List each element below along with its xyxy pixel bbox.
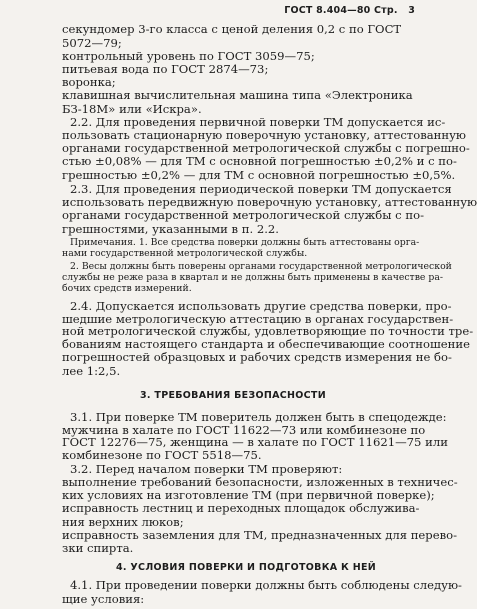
note-line: службы не реже раза в квартал и не должны быть применены в качестве ра- (62, 271, 444, 283)
text-line: выполнение требований безопасности, изложенных в техничес- (62, 475, 458, 490)
text-line: погрешностей образцовых и рабочих средств измерения не бо- (62, 350, 452, 365)
text-line: 2.4. Допускается использовать другие средства поверки, про- (70, 298, 452, 313)
page-number: 3 (408, 5, 415, 16)
text-line: органами государственной метрологической службы с погрешно- (62, 141, 470, 156)
text-line: контрольный уровень по ГОСТ 3059—75; (62, 48, 315, 63)
text-line: ной метрологической службы, удовлетворяющие по точности тре- (62, 324, 474, 339)
text-line: грешностями, указанными в п. 2.2. (62, 221, 279, 236)
text-line: мужчина в халате по ГОСТ 11622—73 или комбинезоне по (62, 422, 426, 437)
text-line: 2.2. Для проведения первичной поверки ТМ допускается ис- (70, 114, 446, 129)
text-line: ГОСТ 12276—75, женщина — в халате по ГОСТ 11621—75 или (62, 435, 448, 450)
text-line: грешностью ±0,2% — для ТМ с основной погрешностью ±0,5%. (62, 168, 456, 183)
standard-number: ГОСТ 8.404—80 (284, 5, 371, 16)
text-line: 5072—79; (62, 35, 122, 50)
text-line: стью ±0,08% — для ТМ с основной погрешностью ±0,2% и с по- (62, 154, 457, 169)
text-line: шедшие метрологическую аттестацию в органах государствен- (62, 311, 454, 326)
text-line: зки спирта. (62, 540, 134, 555)
section-heading: 3. ТРЕБОВАНИЯ БЕЗОПАСНОСТИ (140, 390, 326, 402)
note-line: Примечания. 1. Все средства поверки должны быть аттестованы орга- (70, 236, 420, 248)
text-line: комбинезоне по ГОСТ 5518—75. (62, 448, 262, 463)
text-line: 2.3. Для проведения периодической поверки ТМ допускается (70, 182, 452, 197)
text-line: ких условиях на изготовление ТМ (при первичной поверке); (62, 488, 435, 503)
text-line: БЗ-18М» или «Искра». (62, 101, 202, 116)
text-line: секундомер 3-го класса с ценой деления 0,2 с по ГОСТ (62, 22, 402, 36)
text-line: исправность заземления для ТМ, предназначенных для перево- (62, 527, 457, 542)
page-header (284, 5, 415, 16)
note-line: бочих средств измерений. (62, 282, 192, 294)
text-line: бованиям настоящего стандарта и обеспечивающие соотношение (62, 337, 470, 352)
page-label: Стр. (373, 5, 398, 16)
note-line: 2. Весы должны быть поверены органами государственной метрологической (70, 260, 452, 272)
section-heading: 4. УСЛОВИЯ ПОВЕРКИ И ПОДГОТОВКА К НЕЙ (116, 562, 377, 573)
text-line: использовать передвижную поверочную установку, аттестованную (62, 194, 477, 209)
text-line: 4.1. При проведении поверки должны быть соблюдены следую- (70, 578, 462, 592)
text-line: воронка; (62, 74, 116, 89)
text-line: лее 1:2,5. (62, 364, 121, 379)
text-line: пользовать стационарную поверочную установку, аттестованную (62, 128, 467, 143)
text-line: щие условия: (62, 592, 145, 606)
text-line: органами государственной метрологической службы с по- (62, 207, 424, 222)
text-line: питьевая вода по ГОСТ 2874—73; (62, 61, 269, 76)
text-line: ния верхних люков; (62, 515, 184, 530)
text-line: 3.2. Перед началом поверки ТМ проверяют: (70, 462, 343, 477)
text-line: клавишная вычислительная машина типа «Электроника (62, 87, 413, 102)
text-line: 3.1. При поверке ТМ поверитель должен быть в спецодежде: (70, 409, 447, 424)
note-line: нами государственной метрологической службы. (62, 247, 308, 259)
text-line: исправность лестниц и переходных площадок обслужива- (62, 501, 420, 516)
